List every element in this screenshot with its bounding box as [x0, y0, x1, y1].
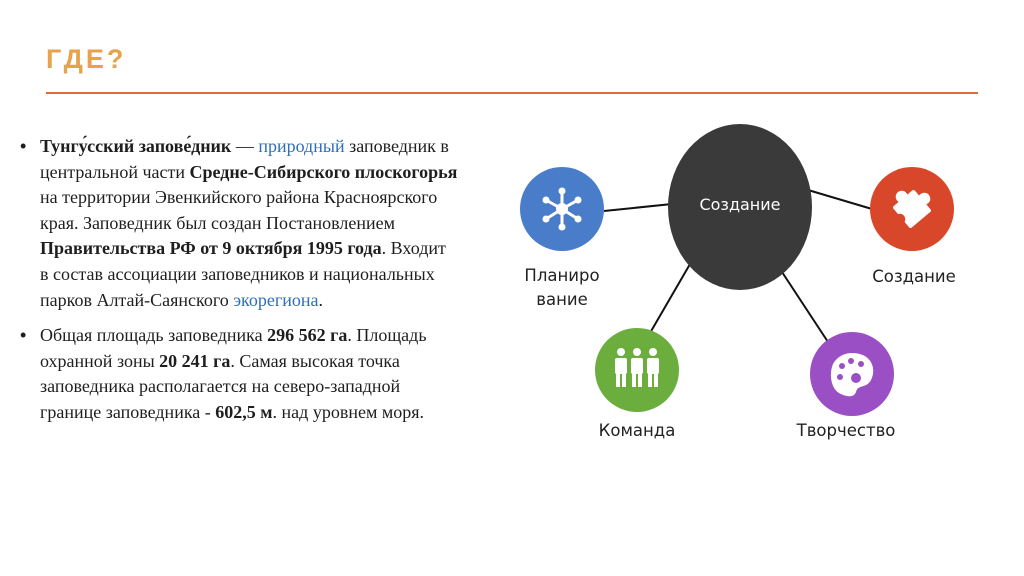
team-node[interactable] [595, 328, 679, 412]
link-natural[interactable]: природный [258, 136, 345, 156]
dash-text: — [231, 136, 259, 156]
team-label: Команда [598, 421, 676, 440]
creativity-label: Творчество [796, 421, 896, 440]
text-segment: на территории Эвенкийского района Красноярского края. Заповедник был создан Постановлением [40, 187, 438, 233]
highest-point: 602,5 м [215, 401, 273, 422]
center-node-label: Создание [699, 195, 781, 214]
decree-date: Правительства РФ от 9 октября 1995 года [40, 238, 382, 259]
text-segment: заповедник в центральной части [40, 136, 449, 182]
buffer-area: 20 241 га [159, 350, 231, 371]
planning-label [512, 264, 612, 312]
planning-label-line1: Планиро [524, 266, 600, 285]
text-segment: . [318, 289, 323, 310]
text-segment: . Площадь охранной зоны [40, 325, 427, 371]
planning-node[interactable] [520, 167, 604, 251]
bullet-marker: • [20, 325, 27, 346]
text-segment: . Самая высокая точка заповедника располагается на северо-западной границе заповедника - [40, 350, 401, 422]
plateau-name: Средне-Сибирского плоскогорья [189, 161, 458, 182]
bullet-marker: • [20, 136, 27, 156]
connector-creativity [782, 272, 828, 342]
reserve-name: Тунгу́сский запове́дник [40, 136, 232, 156]
creation-label: Создание [872, 267, 956, 286]
creation-node[interactable] [870, 167, 954, 251]
connector-planning [604, 204, 672, 211]
total-area: 296 562 га [267, 325, 348, 346]
connector-creation [808, 190, 872, 209]
planning-label-line2: вание [536, 290, 588, 309]
text-segment: Общая площадь заповедника [40, 325, 268, 346]
text-segment: . Входит в состав ассоциации заповедников и национальных парков Алтай-Саянского [40, 238, 446, 310]
link-ecoregion[interactable]: экорегиона [233, 289, 319, 310]
text-segment: . над уровнем моря. [272, 401, 425, 422]
slide-title: ГДЕ? [46, 44, 127, 74]
creativity-node[interactable] [810, 332, 894, 416]
